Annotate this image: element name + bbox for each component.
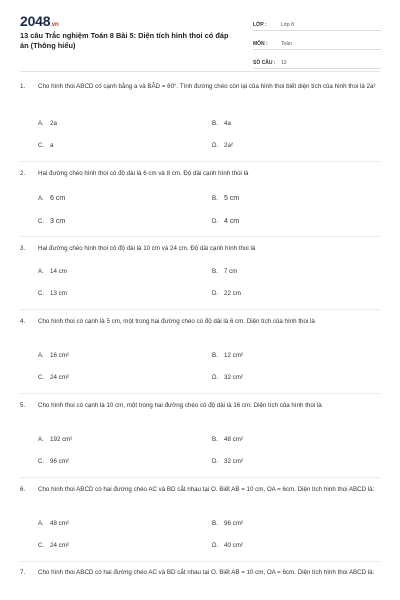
option-label: D. — [212, 218, 219, 225]
question-7 — [20, 568, 380, 578]
site-logo[interactable] — [20, 13, 58, 29]
option-a[interactable] — [38, 195, 65, 202]
question-text: Cho hình thoi ABCD có hai đường chéo AC và BD cắt nhau tại O. Biết AB = 10 cm, OA = 6cm. Diện tích hình thoi ABCD là: — [38, 569, 375, 576]
option-label: D. — [212, 142, 219, 149]
option-b[interactable] — [212, 352, 243, 359]
question-text: Cho hình thoi có cạnh là 10 cm, một trong hai đường chéo có độ dài là 16 cm. Diện tích của hình thoi là — [38, 402, 322, 409]
question-text: Cho hình thoi ABCD có hai đường chéo AC và BD cắt nhau tại O. Biết AB = 10 cm, OA = 6cm. Diện tích hình thoi ABCD là: — [38, 486, 375, 493]
option-label: C. — [38, 142, 45, 149]
option-c[interactable] — [38, 542, 69, 549]
option-text: 6 cm — [50, 195, 66, 202]
option-text: 2a² — [224, 142, 233, 149]
option-c[interactable] — [38, 458, 69, 465]
option-text: 4a — [224, 120, 231, 127]
option-a[interactable] — [38, 436, 72, 443]
option-b[interactable] — [212, 120, 231, 127]
option-d[interactable] — [212, 374, 243, 381]
page-header — [0, 0, 400, 70]
option-label: B. — [212, 352, 218, 359]
option-b[interactable] — [212, 268, 237, 275]
option-text: 3 cm — [50, 218, 66, 225]
option-text: 32 cm² — [224, 374, 243, 381]
option-b[interactable] — [212, 195, 239, 202]
option-d[interactable] — [212, 458, 243, 465]
option-text: 96 cm² — [50, 458, 69, 465]
option-label: A. — [38, 120, 44, 127]
question-number: 4. — [20, 318, 26, 325]
option-label: D. — [212, 542, 219, 549]
option-label: B. — [212, 520, 218, 527]
option-text: 24 cm² — [50, 374, 69, 381]
question-divider — [20, 236, 380, 237]
question-5 — [20, 401, 380, 411]
option-text: 24 cm² — [50, 542, 69, 549]
question-2 — [20, 169, 380, 179]
option-b[interactable] — [212, 436, 243, 443]
question-number: 2. — [20, 170, 26, 177]
option-text: 96 cm² — [224, 520, 243, 527]
option-a[interactable] — [38, 120, 57, 127]
option-d[interactable] — [212, 218, 239, 225]
option-c[interactable] — [38, 290, 67, 297]
question-divider — [20, 561, 380, 562]
meta-value: 13 — [281, 60, 287, 66]
option-text: 7 cm — [224, 268, 238, 275]
option-text: 13 cm — [50, 290, 67, 297]
meta-key: LỚP : — [253, 22, 267, 28]
option-d[interactable] — [212, 542, 243, 549]
header-divider — [20, 71, 380, 72]
question-number: 6. — [20, 486, 26, 493]
meta-row-count — [253, 52, 381, 69]
question-divider — [20, 393, 380, 394]
question-divider — [20, 477, 380, 478]
option-text: 192 cm² — [50, 436, 73, 443]
question-text: Cho hình thoi ABCD có cạnh bằng a và BÂD = 60°. Tính đường chéo còn lại của hình thoi biết diện tích của hình thoi là 2a² — [38, 83, 376, 90]
option-text: 4 cm — [224, 218, 240, 225]
option-text: 48 cm² — [224, 436, 243, 443]
option-text: 40 cm² — [224, 542, 243, 549]
option-label: A. — [38, 436, 44, 443]
option-label: D. — [212, 458, 219, 465]
option-text: 5 cm — [224, 195, 240, 202]
option-label: B. — [212, 120, 218, 127]
meta-table — [253, 14, 381, 71]
question-1 — [20, 82, 380, 92]
meta-value: Toán — [281, 41, 292, 47]
option-label: C. — [38, 290, 45, 297]
option-label: A. — [38, 268, 44, 275]
question-3 — [20, 244, 380, 254]
option-text: 16 cm² — [50, 352, 69, 359]
option-text: a — [50, 142, 54, 149]
option-label: B. — [212, 436, 218, 443]
option-d[interactable] — [212, 290, 241, 297]
question-divider — [20, 161, 380, 162]
meta-row-subject — [253, 33, 381, 50]
option-text: 12 cm² — [224, 352, 243, 359]
option-c[interactable] — [38, 218, 65, 225]
meta-row-class — [253, 14, 381, 31]
logo-text: 2048 — [20, 13, 51, 29]
option-d[interactable] — [212, 142, 233, 149]
question-text: Cho hình thoi có cạnh là 5 cm, một trong hai đường chéo có độ dài là 6 cm. Diện tích của hình thoi là — [38, 318, 315, 325]
option-label: A. — [38, 195, 44, 202]
option-label: B. — [212, 195, 218, 202]
meta-key: SỐ CÂU : — [253, 60, 276, 66]
logo-suffix: .vn — [50, 22, 59, 28]
option-label: A. — [38, 520, 44, 527]
option-label: C. — [38, 218, 45, 225]
option-text: 14 cm — [50, 268, 67, 275]
option-a[interactable] — [38, 352, 69, 359]
option-label: C. — [38, 374, 45, 381]
question-text: Hai đường chéo hình thoi có độ dài là 6 cm và 8 cm. Độ dài cạnh hình thoi là — [38, 170, 249, 177]
option-a[interactable] — [38, 268, 67, 275]
question-number: 7. — [20, 569, 26, 576]
question-number: 1. — [20, 83, 26, 90]
option-b[interactable] — [212, 520, 243, 527]
option-c[interactable] — [38, 142, 53, 149]
option-text: 22 cm — [224, 290, 241, 297]
meta-key: MÔN : — [253, 41, 268, 47]
option-c[interactable] — [38, 374, 69, 381]
question-6 — [20, 485, 380, 495]
option-text: 48 cm² — [50, 520, 69, 527]
question-divider — [20, 309, 380, 310]
option-label: B. — [212, 268, 218, 275]
question-number: 3. — [20, 245, 26, 252]
option-a[interactable] — [38, 520, 69, 527]
question-number: 5. — [20, 402, 26, 409]
option-label: D. — [212, 374, 219, 381]
meta-value: Lớp 8 — [281, 22, 295, 28]
option-label: D. — [212, 290, 219, 297]
option-label: C. — [38, 542, 45, 549]
option-text: 2a — [50, 120, 57, 127]
question-4 — [20, 317, 380, 327]
option-label: C. — [38, 458, 45, 465]
option-text: 32 cm² — [224, 458, 243, 465]
page-title: 13 câu Trắc nghiệm Toán 8 Bài 5: Diện tích hình thoi có đáp án (Thông hiểu) — [20, 31, 229, 50]
question-text: Hai đường chéo hình thoi có độ dài là 10 cm và 24 cm. Độ dài cạnh hình thoi là — [38, 245, 256, 252]
option-label: A. — [38, 352, 44, 359]
